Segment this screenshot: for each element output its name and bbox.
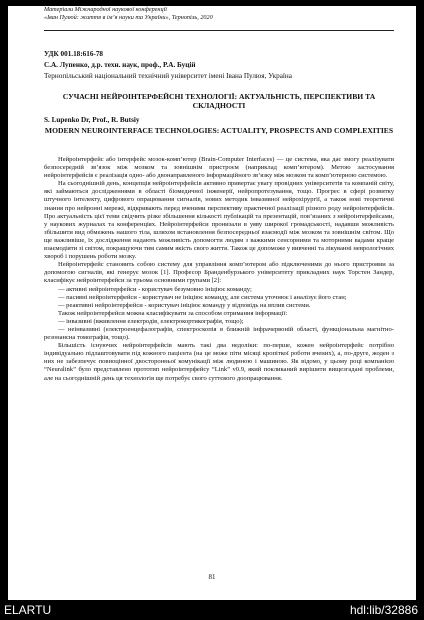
authors-ua: С.А. Лупенко, д.р. техн. наук, проф., Р.А. Буцій xyxy=(44,61,196,69)
list-item: — неінвазивні (електроенцефалографія, спектроскопія в ближній інфрачервоній області, функціональна магнітно-резонансна томографія, тощо). xyxy=(44,325,394,342)
list-item: — реактивні нейроінтерфейси - користувач ініціює команду у відповідь на вплив системи. xyxy=(58,301,311,309)
page-number: 81 xyxy=(208,573,216,581)
authors-en: S. Lupenko Dr, Prof., R. Butsiy xyxy=(44,116,140,124)
paragraph: Нейроінтерфейс або інтерфейс мозок-комп’ютер (Brain-Computer Interfaces) — це система, яка дає змогу реалізувати безпосередній зв’язок між мозком та зовнішнім пристроєм (наприклад комп’ютером). Метою застосування нейроінтерфейсів є реалізація одно- або двонаправленого інформаційного зв’язку між мозком та комп’ютерною системою. xyxy=(44,156,394,180)
header-divider xyxy=(44,30,394,31)
list-item: — пасивні нейроінтерфейси - користувач не ініціює команду, але система уточнює і аналізує його стан; xyxy=(58,293,347,301)
affiliation: Тернопільський національний технічний університет імені Івана Пулюя, Україна xyxy=(44,72,292,80)
paragraph: Більшість існуючих нейроінтерфейсів мають такі два недоліки: по-перше, кожен нейроінтерфейс потрібно індивідуально підлаштовувати під кожного пацієнта (на це може піти місяці кропіткої роботи вчених), а, по-друге, жоден з них не забезпечує повноцінної двосторонньої комунікації між людиною і машиною. Як відомо, у цьому році компанією “Neuralink” було представлено прототип нейроінтерфейсу “Link” v0.9, який покликаний вирішити вищезгадані проблеми, але на сьогоднішній день ця технологія ще потребує свого суттєвого доопрацювання. xyxy=(44,342,394,382)
repository-footer xyxy=(0,600,424,620)
header-line-1: Матеріали Міжнародної наукової конференції xyxy=(44,6,168,13)
list-item: — активні нейроінтерфейси - користувач безумовно ініціює команду; xyxy=(58,285,252,293)
repository-name: ELARTU xyxy=(4,603,52,617)
title-ua: СУЧАСНІ НЕЙРОІНТЕРФЕЙСНІ ТЕХНОЛОГІЇ: АКТУАЛЬНІСТЬ, ПЕРСПЕКТИВИ ТА СКЛАДНОСТІ xyxy=(62,92,376,110)
article-body xyxy=(44,156,394,383)
udc-code: УДК 001.18:616-78 xyxy=(44,50,104,58)
document-page xyxy=(8,6,416,600)
paragraph: Нейроінтерфейс становить собою систему для управління комп’ютером або підключеними до нього пристроями за допомогою сигналів, які генерує мозок [1]. Професор Бранденбурзького університету прикладних наук Торстен Зандер, класифікує нейроінтерфейси за трьома основними групами [2]: xyxy=(44,261,394,285)
title-en: MODERN NEUROINTERFACE TECHNOLOGIES: ACTUALITY, PROSPECTS AND COMPLEXITIES xyxy=(44,126,394,135)
handle-id: hdl:lib/32886 xyxy=(349,603,418,617)
header-line-2: «Іван Пулюй: життя в ім’я науки та України», Тернопіль, 2020 xyxy=(44,13,213,21)
paragraph: На сьогоднішній день, концепція нейроінтерфейсів активно привертає увагу провідних університетів та компаній світу, які займаються дослідженнями в області біомедичної інженерії, нейропротезування, тощо. Прогрес в сфері розвитку штучного інтелекту, цифрового опрацювання сигналів, нових методик інвазивної нейрохірургії, а також нові теоретичні знання про нейронні мережі, відкривають перед вченими перспективу практичної реалізації різного роду нейроінтерфейсів. Про актуальність цієї теми свідчить різке збільшення кількості публікацій та презентацій, пов’язаних з нейроінтерфейсами, у наукових журналах та конференціях. Нейроінтерфейси пронизали в уяву широкої громадськості, надавши можливість збільшити вид обмежень нашого тіла, шляхом встановлення безпосередньої взаємодії між мозком та зовнішнім світом. Що ще важливіше, їх дослідження надають можливість допомогти людям з важкими сенсорними та моторними вадами краще взаємодіяти зі світом, покращуючи тим самим якість свого життя. Також це допоможе у вивченні та лікуванні неврологічних хвороб і порушень роботи мозку. xyxy=(44,180,394,261)
list-item: — інвазивні (вживлення електродів, електрокортикографія, тощо); xyxy=(58,317,244,325)
paragraph: Також нейроінтерфейси можна класифікувати за способом отримання інформації: xyxy=(58,309,288,317)
conference-header xyxy=(44,6,384,21)
